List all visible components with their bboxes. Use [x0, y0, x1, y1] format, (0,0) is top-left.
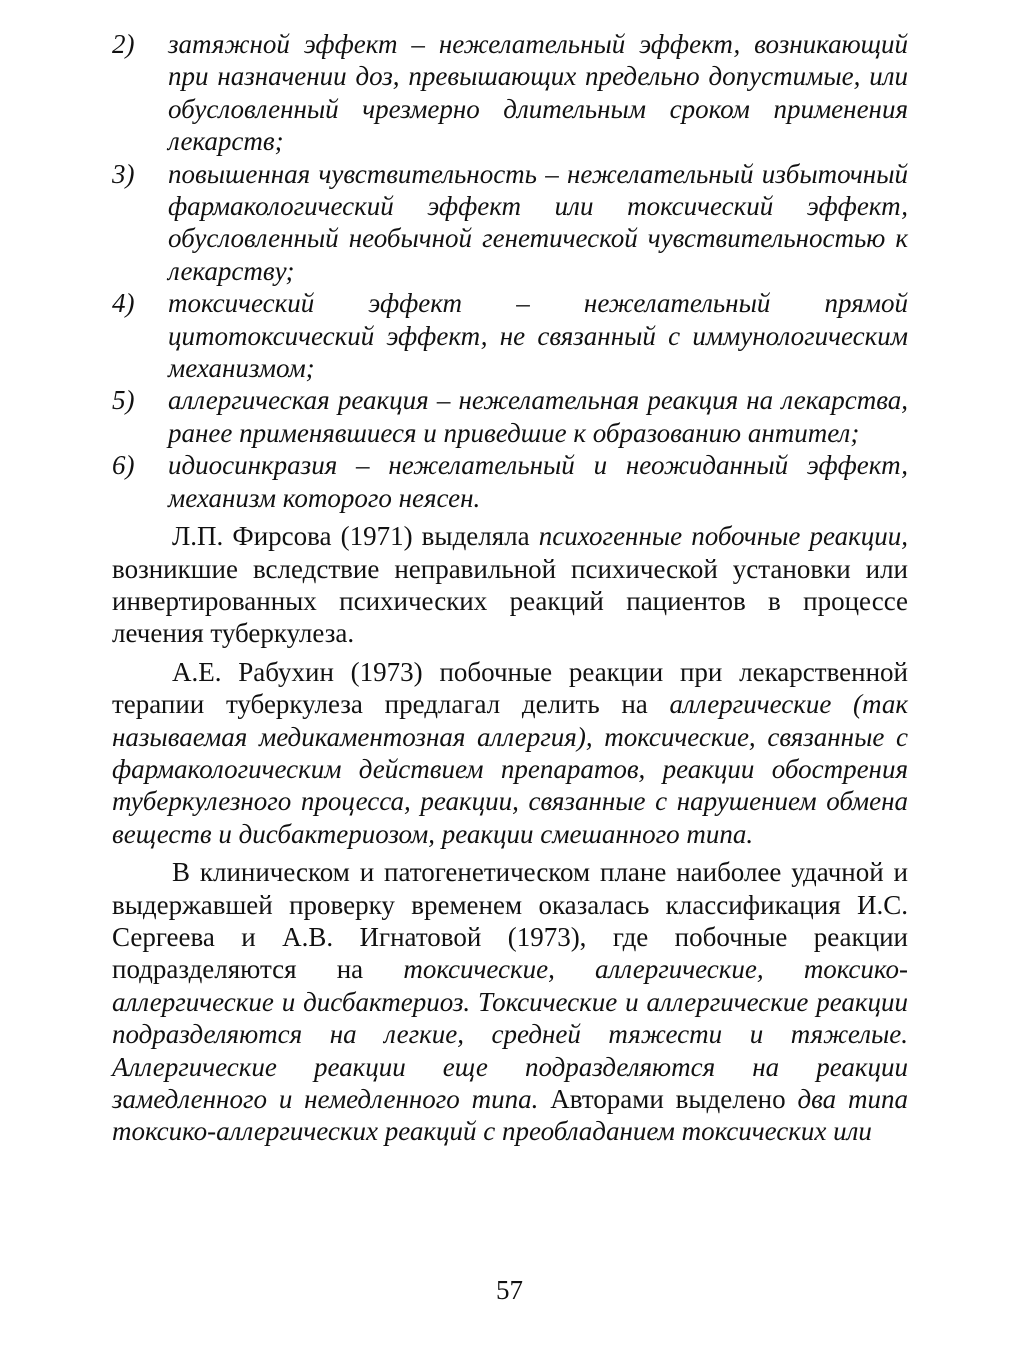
paragraph-italic-text: аллергические (так называемая медикаментозная аллергия), токсические, связанные с фармакологическим действием препаратов, реакции обострения туберкулезного процесса, реакции, связанные с нарушением обмена веществ и дисбактериозом, реакции смешанного типа.	[112, 689, 908, 849]
list-item	[112, 158, 908, 288]
paragraph-classification	[112, 856, 908, 1148]
list-item-number: 5)	[112, 385, 135, 416]
list-item-number: 3)	[112, 158, 135, 189]
paragraph-italic-text: психогенные побочные реакции,	[538, 521, 908, 552]
list-item-number: 6)	[112, 450, 135, 481]
paragraph-text: Л.П. Фирсова (1971) выделяла	[172, 521, 539, 552]
paragraph-italic-text: два типа токсико-аллергических реакций с преобладанием токсических или	[112, 1084, 908, 1147]
paragraph-italic-text: токсические, аллергические, токсико-аллергические и дисбактериоз. Токсические и аллергические реакции подразделяются на легкие, средней тяжести и тяжелые. Аллергические реакции еще подразделяются на реакции замедленного и немедленного типа.	[112, 954, 908, 1114]
list-item-text: затяжной эффект – нежелательный эффект, возникающий при назначении доз, превышающих предельно допустимые, или обусловленный чрезмерно длительным сроком применения лекарств;	[168, 29, 908, 157]
list-item-text: аллергическая реакция – нежелательная реакция на лекарства, ранее применявшиеся и приведшие к образованию антител;	[168, 385, 908, 448]
paragraph-firsova	[112, 520, 908, 650]
paragraph-text: В клиническом и патогенетическом плане наиболее удачной и выдержавшей проверку временем оказалась классификация И.С. Сергеева и А.В. Игнатовой (1973), где побочные реакции подразделяются на	[112, 857, 908, 985]
list-item-text: идиосинкразия – нежелательный и неожиданный эффект, механизм которого неясен.	[168, 450, 908, 513]
list-item	[112, 384, 908, 449]
list-item	[112, 28, 908, 158]
definition-list	[112, 28, 908, 514]
list-item-number: 2)	[112, 29, 135, 59]
list-item	[112, 449, 908, 514]
page-content	[112, 28, 908, 1148]
list-item-text: токсический эффект – нежелательный прямой цитотоксический эффект, не связанный с иммунологическим механизмом;	[168, 288, 908, 384]
paragraph-rabukhin	[112, 656, 908, 850]
paragraph-text: А.Е. Рабухин (1973) побочные реакции при лекарственной терапии туберкулеза предлагал делить на	[112, 656, 908, 720]
page-number: 57	[496, 1275, 523, 1305]
list-item-number: 4)	[112, 288, 135, 319]
paragraph-text: возникшие вследствие неправильной психической установки или инвертированных психических реакций пациентов в процессе лечения туберкулеза.	[112, 553, 908, 649]
list-item	[112, 287, 908, 384]
list-item-text: повышенная чувствительность – нежелательный избыточный фармакологический эффект или токсический эффект, обусловленный необычной генетической чувствительностью к лекарству;	[168, 158, 908, 286]
paragraph-text: Авторами выделено	[538, 1084, 798, 1114]
